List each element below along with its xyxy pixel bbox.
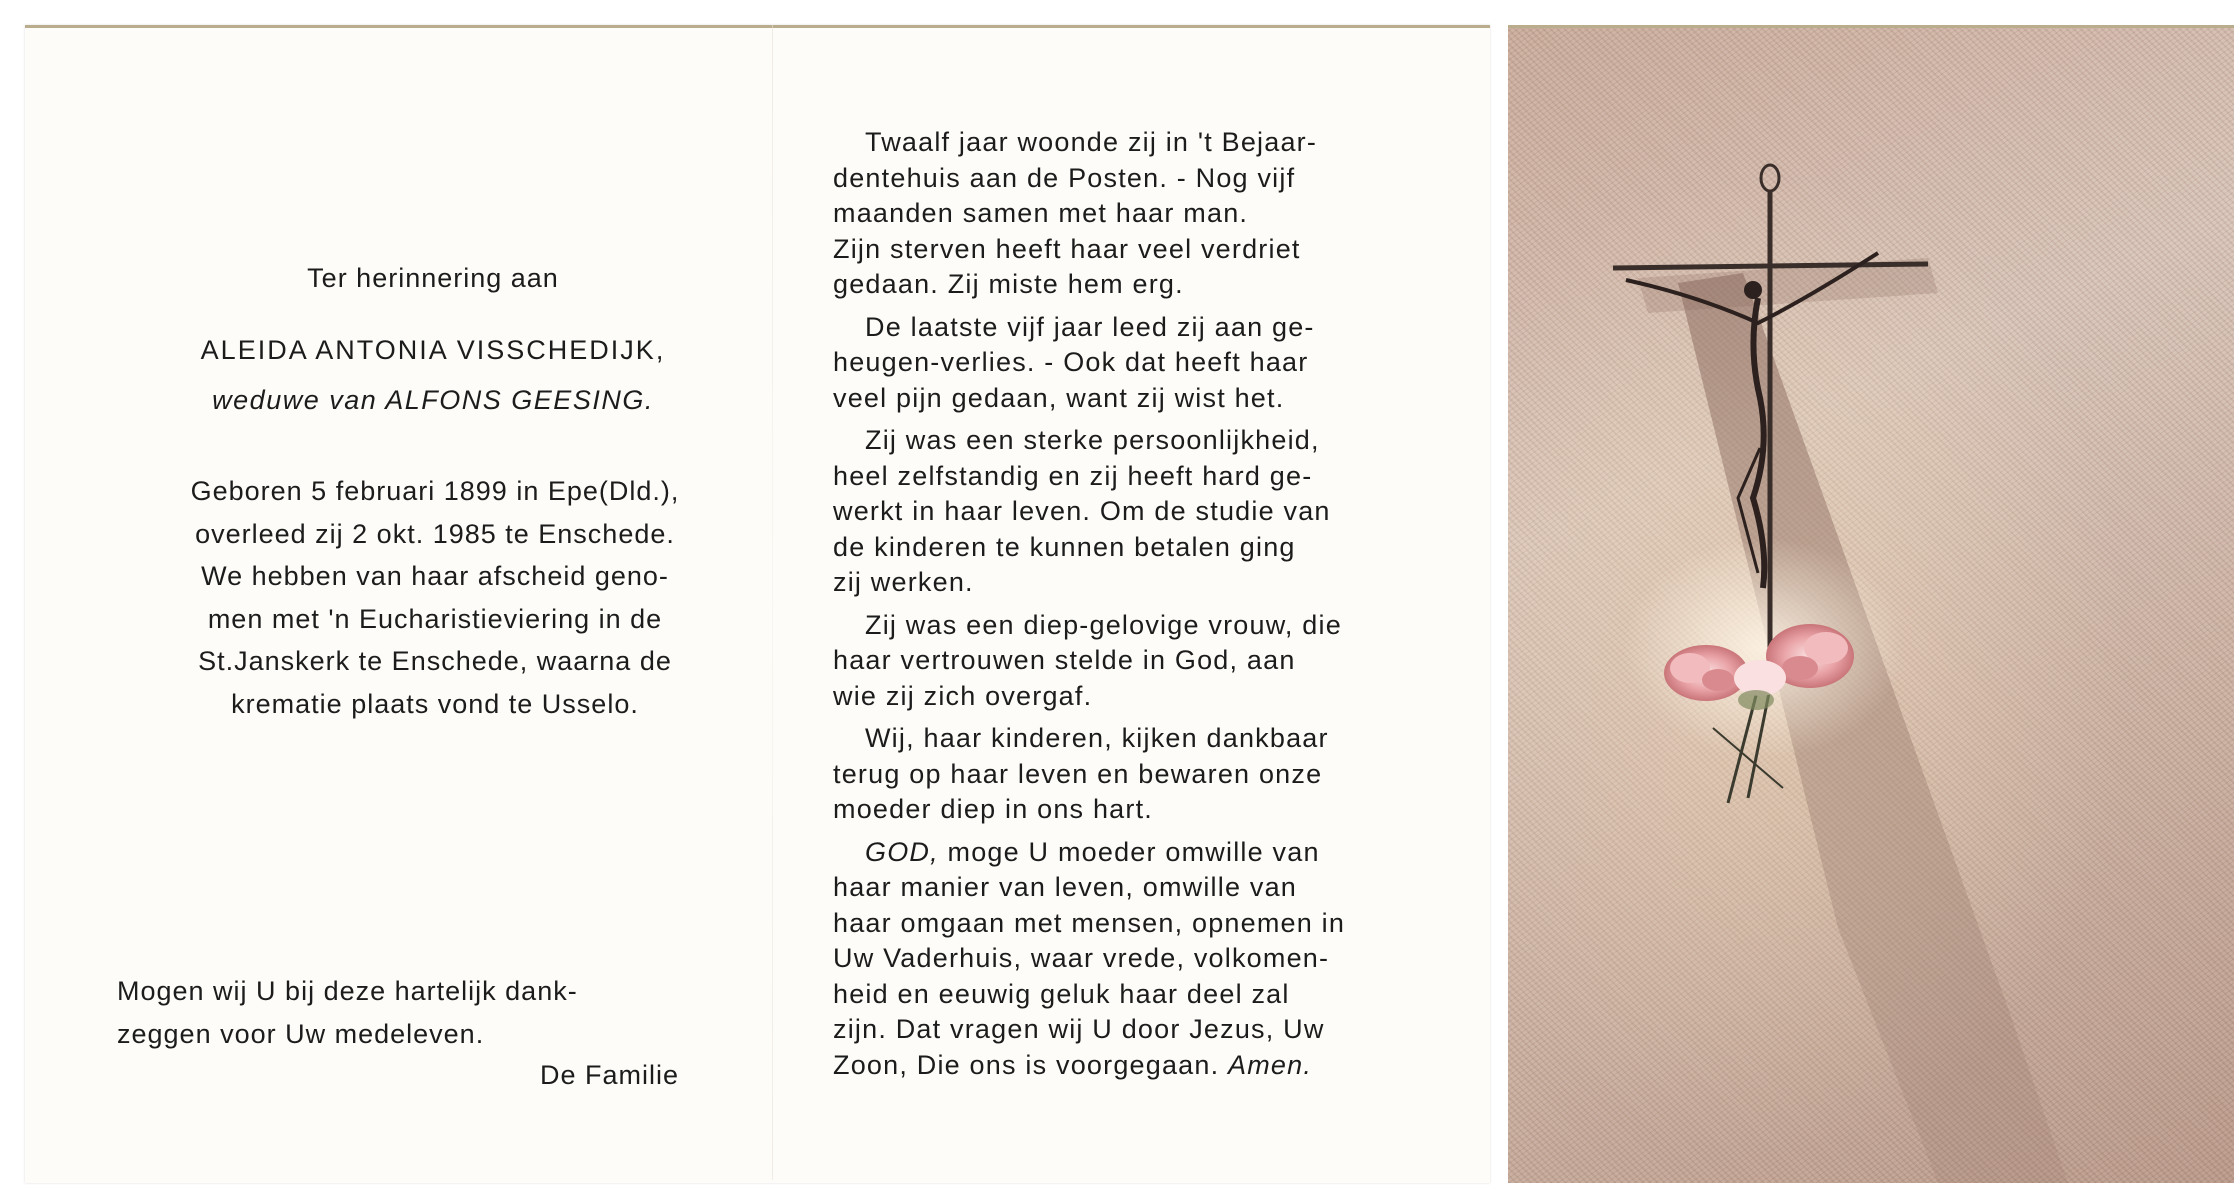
memorial-text [833,125,1433,1090]
paragraph [833,423,1433,601]
bio-line: Geboren 5 februari 1899 in Epe(Dld.), [190,476,680,506]
crucifix-photo [1508,25,2234,1183]
text-line: De laatste vijf jaar leed zij aan ge- [865,311,1315,342]
text-line: heugen-verlies. - Ook dat heeft haar [833,347,1309,377]
text-line: haar manier van leven, omwille van [833,872,1298,902]
text-line: haar vertrouwen stelde in God, aan [833,645,1296,675]
text-line: Zij was een sterke persoonlijkheid, [865,425,1320,455]
text-line: wie zij zich overgaf. [833,680,1093,711]
paragraph [833,608,1433,715]
text-line: heel zelfstandig en zij heeft hard ge- [833,460,1313,491]
text-line: Uw Vaderhuis, waar vrede, volkomen- [833,943,1330,973]
god-word: GOD, [865,836,939,867]
text-line: terug op haar leven en bewaren onze [833,758,1323,789]
thanks-text [117,970,717,1056]
widow-line: weduwe van ALFONS GEESING. [212,385,654,415]
bio-line: We hebben van haar afscheid geno- [201,561,669,591]
text-line: zij werken. [833,567,974,597]
text-line: dentehuis aan de Posten. - Nog vijf [833,162,1296,193]
text-line: maanden samen met haar man. [833,198,1249,228]
corpus-head [1744,281,1762,299]
thanks-line: Mogen wij U bij deze hartelijk dank- [117,976,578,1006]
text-line: de kinderen te kunnen betalen ging [833,531,1296,562]
text-line: werkt in haar leven. Om de studie van [833,496,1331,526]
text-line [833,835,1433,871]
right-text-panel [773,25,1490,1180]
text-line: zijn. Dat vragen wij U door Jezus, Uw [833,1014,1325,1044]
hanging-loop [1761,165,1779,191]
crucifix-illustration [1508,28,2234,1183]
text-line [833,1048,1433,1084]
text-line: veel pijn gedaan, want zij wist het. [833,382,1285,413]
prayer-first-rest: moge U moeder omwille van [938,836,1320,867]
text-line: Wij, haar kinderen, kijken dankbaar [865,723,1329,753]
bio-line: krematie plaats vond te Usselo. [231,688,639,719]
text-line: moeder diep in ons hart. [833,794,1153,824]
text-line: Zij was een diep-gelovige vrouw, die [865,609,1342,640]
prayer-paragraph [833,835,1433,1084]
text-line: heid en eeuwig geluk haar deel zal [833,978,1290,1009]
amen-word: Amen. [1228,1049,1313,1080]
bio-line: men met 'n Eucharistieviering in de [207,603,663,634]
text-line: Zijn sterven heeft haar veel verdriet [833,233,1301,264]
thanks-line: zeggen voor Uw medeleven. [117,1019,485,1049]
left-panel [25,25,772,1180]
bio-line: St.Janskerk te Enschede, waarna de [198,646,672,676]
signature: De Familie [540,1060,680,1090]
text-line: haar omgaan met mensen, opnemen in [833,907,1346,938]
prayer-last-line: Zoon, Die ons is voorgegaan. [833,1049,1229,1080]
biography [135,470,735,725]
bio-line: overleed zij 2 okt. 1985 te Enschede. [195,518,675,549]
deceased-name: ALEIDA ANTONIA VISSCHEDIJK, [200,335,666,365]
intro-text: Ter herinnering aan [307,263,559,293]
paragraph [833,310,1433,417]
paragraph [833,125,1433,303]
text-line: Twaalf jaar woonde zij in 't Bejaar- [865,127,1318,157]
paragraph [833,721,1433,828]
text-line: gedaan. Zij miste hem erg. [833,269,1184,299]
